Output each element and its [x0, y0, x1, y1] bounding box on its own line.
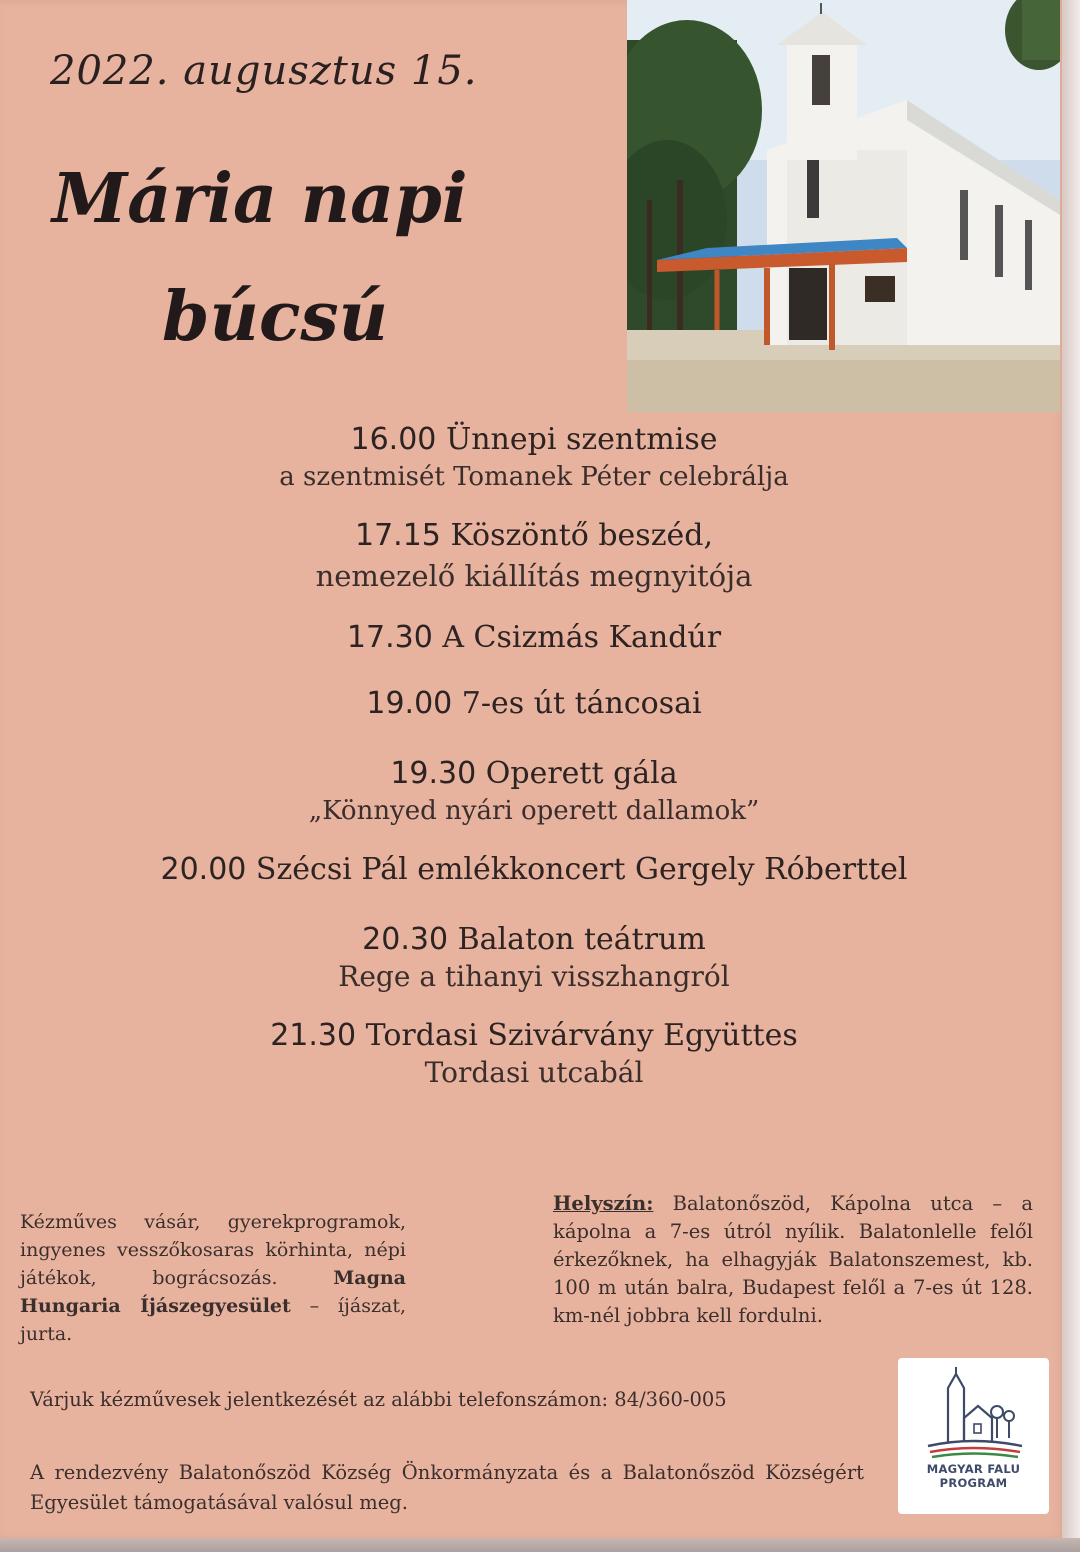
archery-club-name: Magna Hungaria Íjászegyesület [20, 1267, 406, 1317]
event-subtitle: Rege a tihanyi visszhangról [338, 960, 730, 993]
venue-info [553, 1190, 1033, 1330]
event-time: 20.30 [362, 922, 449, 957]
magyar-falu-program-logo [898, 1358, 1049, 1514]
event-time: 19.30 [390, 756, 477, 791]
logo-text-line-1: MAGYAR FALU [926, 1462, 1021, 1476]
event-time: 19.00 [366, 686, 453, 721]
program-item [0, 850, 1068, 890]
event-subtitle: Tordasi utcabál [424, 1056, 644, 1089]
event-time: 17.30 [346, 620, 433, 655]
chapel-photo-illustration [627, 0, 1060, 412]
event-date: 2022. augusztus 15. [50, 48, 478, 94]
event-time: 20.00 [160, 852, 247, 887]
archery-details: – íjászat, jurta. [20, 1295, 406, 1345]
program-item [0, 420, 1068, 494]
paper-edge-right [1062, 0, 1080, 1552]
venue-text: Balatonőszöd, Kápolna utca – a kápolna a 7-es útról nyílik. Balatonlelle felől érkezőknek, ha elhagyják Balatonszemest, kb. 100 m után balra, Budapest felől a 7-es út 128. km-nél jobbra kell fordulni. [553, 1192, 1034, 1327]
event-subtitle: nemezelő kiállítás megnyitója [315, 559, 753, 593]
program-item [0, 754, 1068, 828]
event-name: A Csizmás Kandúr [442, 620, 722, 655]
side-activities [20, 1208, 406, 1348]
program-item [0, 920, 1068, 994]
logo-text-line-2: PROGRAM [939, 1476, 1008, 1490]
title-line-1: Mária napi [52, 159, 468, 239]
title-line-2: búcsú [162, 277, 389, 357]
chapel-photo [627, 0, 1060, 412]
event-time: 16.00 [350, 422, 437, 457]
event-name: Köszöntő beszéd, [450, 518, 713, 553]
event-name: Szécsi Pál emlékkoncert Gergely Róberttel [255, 852, 908, 887]
event-time: 17.15 [355, 518, 441, 553]
event-name: Balaton teátrum [457, 922, 706, 957]
program-item [0, 1016, 1068, 1090]
program-list [0, 420, 1068, 1112]
event-name: Tordasi Szivárvány Együttes [365, 1018, 798, 1053]
event-title [52, 140, 612, 376]
program-item [0, 516, 1068, 596]
program-item [0, 618, 1068, 658]
event-subtitle: „Könnyed nyári operett dallamok” [308, 796, 760, 826]
paper-edge-bottom [0, 1538, 1080, 1552]
activities-text: Kézműves vásár, gyerekprogramok, ingyenes vesszőkosaras körhinta, népi játékok, bográcsozás. [20, 1211, 406, 1289]
event-subtitle: a szentmisét Tomanek Péter celebrálja [279, 462, 789, 492]
program-item [0, 684, 1068, 724]
event-name: 7-es út táncosai [461, 686, 702, 721]
event-time: 21.30 [270, 1018, 357, 1053]
event-name: Operett gála [485, 756, 678, 791]
venue-label: Helyszín: [553, 1192, 654, 1215]
village-house-tree-icon [898, 1358, 1049, 1462]
event-name: Ünnepi szentmise [445, 422, 718, 457]
artisan-call: Várjuk kézművesek jelentkezését az alábbi telefonszámon: 84/360-005 [30, 1388, 727, 1411]
support-note: A rendezvény Balatonőszöd Község Önkormányzata és a Balatonőszöd Községért Egyesület támogatásával valósul meg. [30, 1461, 864, 1514]
